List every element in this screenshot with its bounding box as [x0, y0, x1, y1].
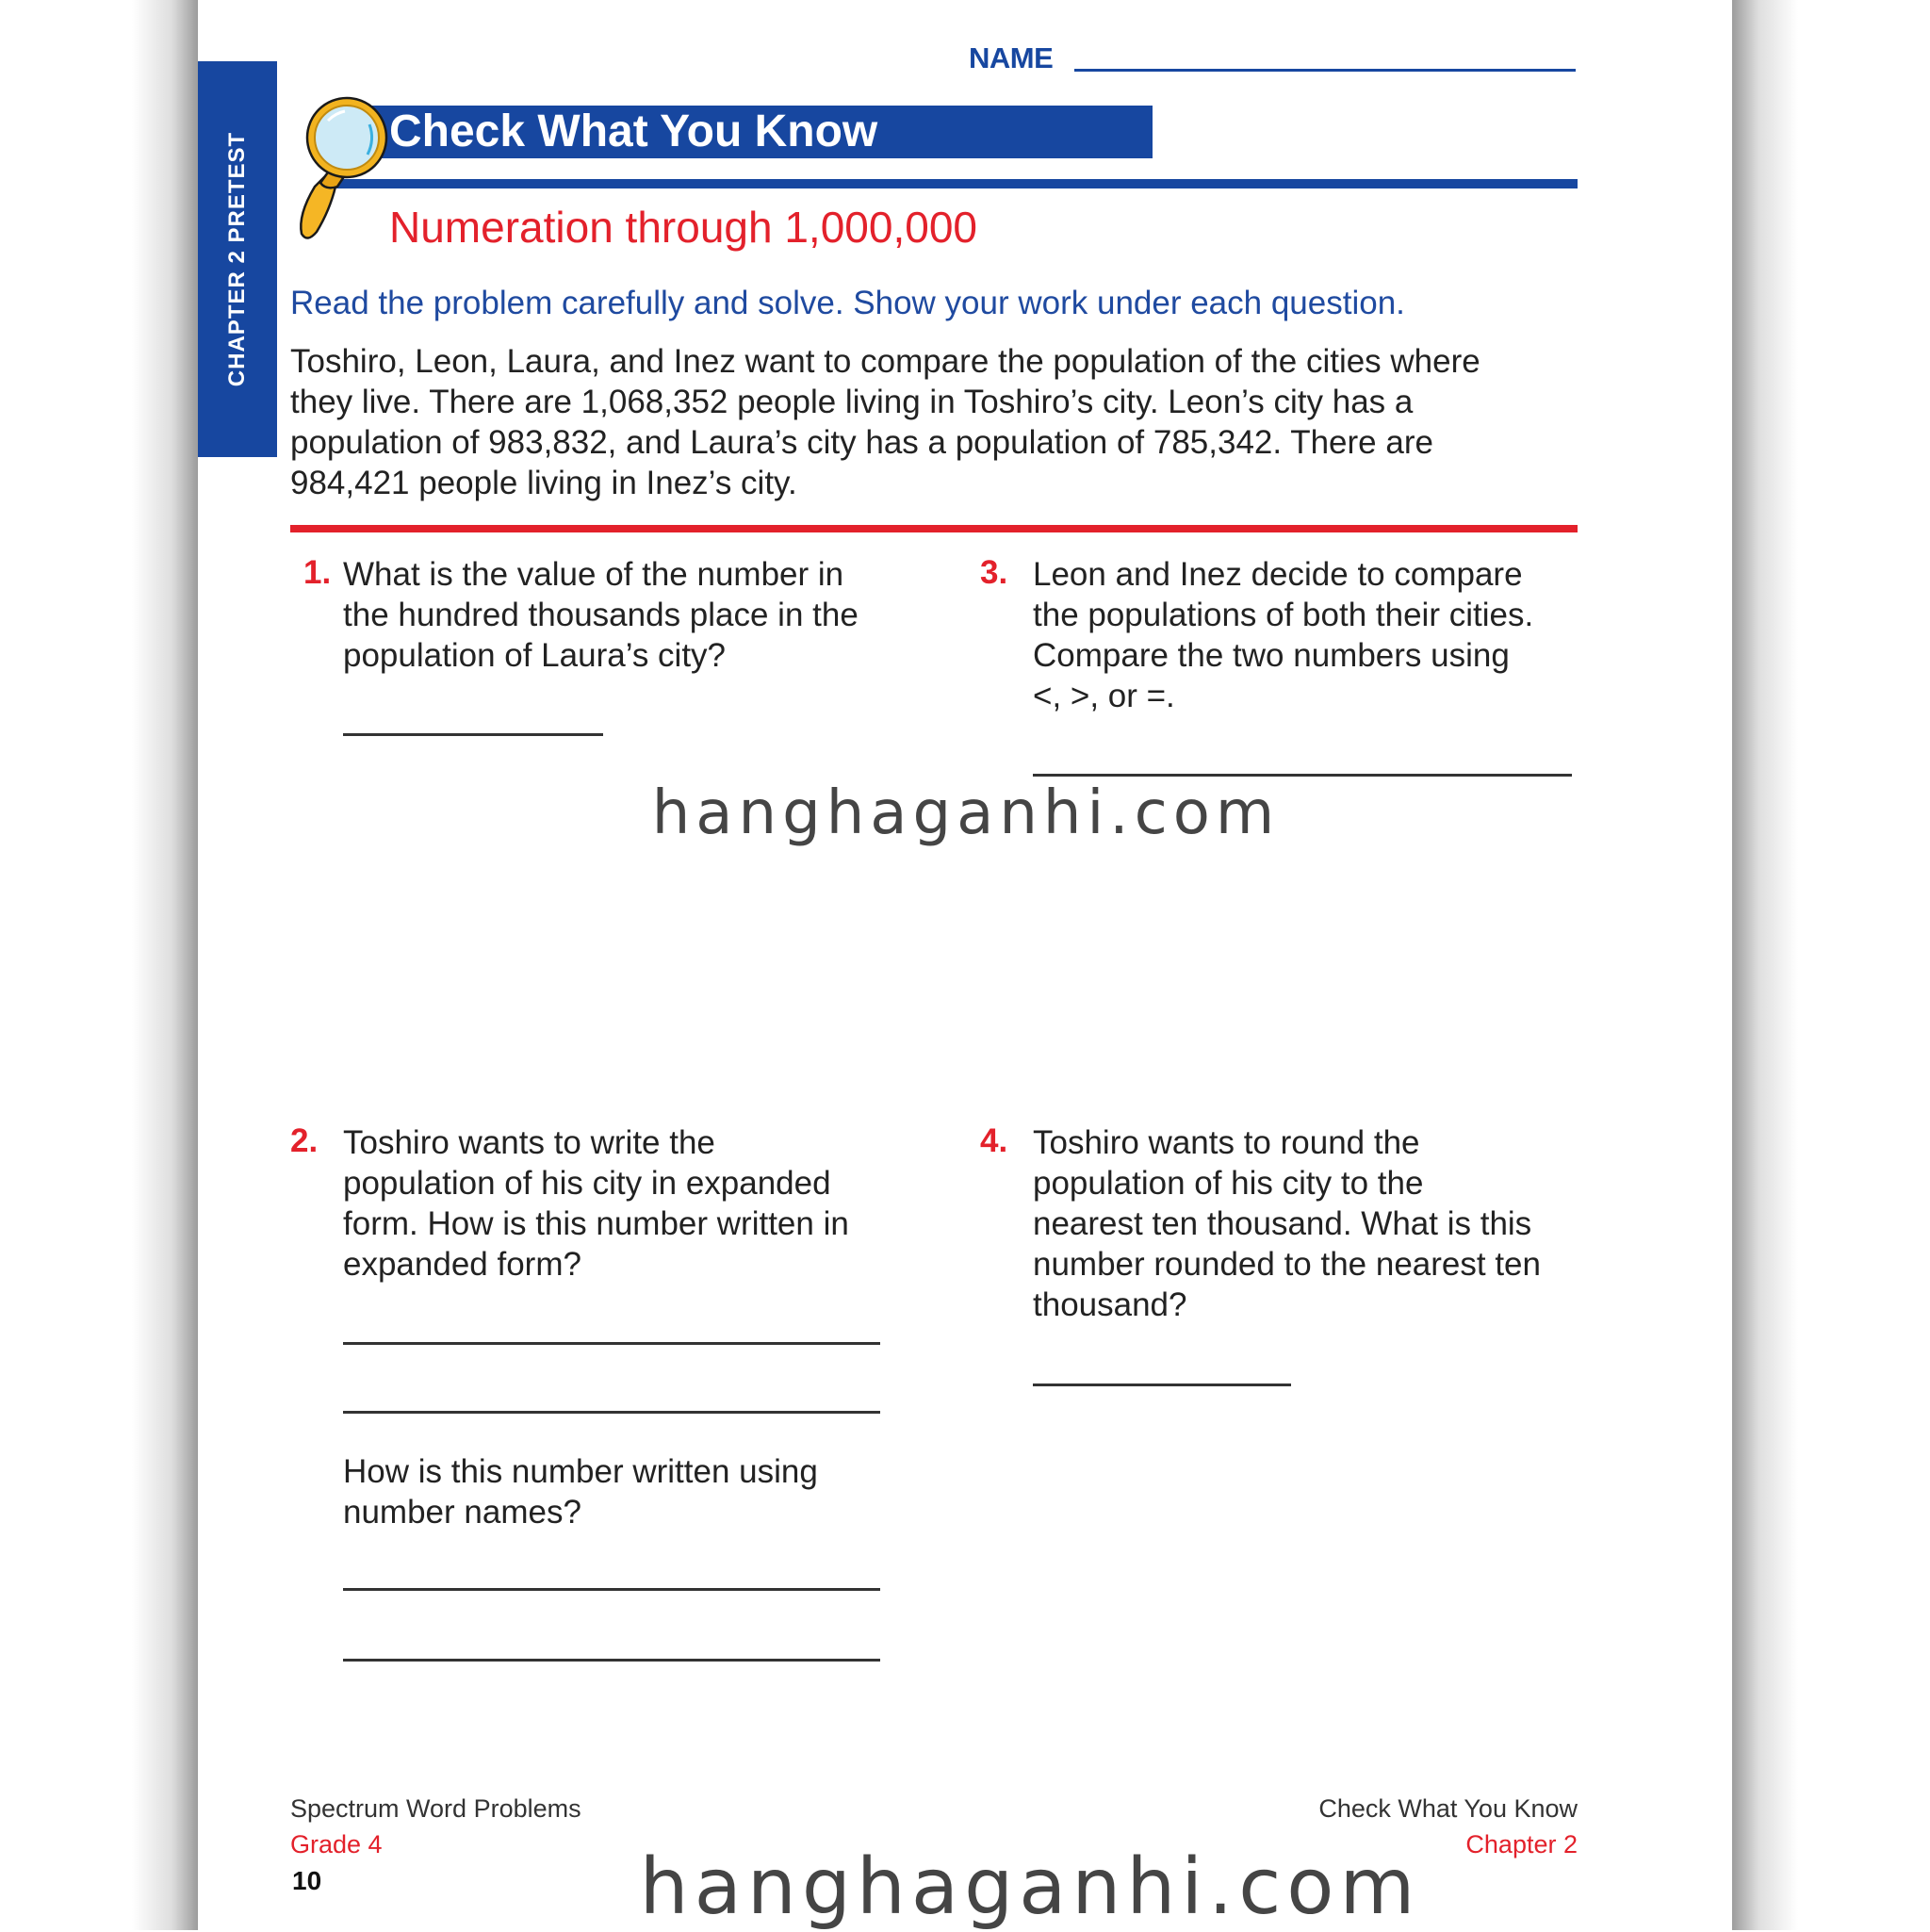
question-4-answer-line[interactable]: [1033, 1384, 1291, 1386]
worksheet-page: [198, 0, 1732, 1930]
page-shadow-right: [1732, 0, 1798, 1930]
question-line: nearest ten thousand. What is this: [1033, 1205, 1532, 1242]
question-line: number names?: [343, 1494, 581, 1531]
page-number: 10: [292, 1866, 322, 1895]
question-line: population of Laura’s city?: [343, 637, 727, 674]
question-line: the hundred thousands place in the: [343, 597, 859, 633]
name-label: NAME: [969, 41, 1054, 74]
question-2-answer-line-1[interactable]: [343, 1342, 880, 1345]
question-line: form. How is this number written in: [343, 1205, 849, 1242]
question-line: What is the value of the number in: [343, 556, 844, 593]
question-line: expanded form?: [343, 1246, 581, 1283]
question-4-number: 4.: [980, 1122, 1008, 1159]
question-2-answer-line-2[interactable]: [343, 1411, 880, 1414]
question-line: the populations of both their cities.: [1033, 597, 1534, 633]
watermark-text: hanghaganhi.com: [651, 778, 1281, 848]
question-4-text: [1033, 1122, 1541, 1325]
question-line: Compare the two numbers using: [1033, 637, 1510, 674]
question-line: Toshiro wants to write the: [343, 1124, 715, 1161]
paragraph-line: Toshiro, Leon, Laura, and Inez want to compare the population of the cities where: [290, 343, 1480, 380]
paragraph-line: they live. There are 1,068,352 people living in Toshiro’s city. Leon’s city has a: [290, 384, 1414, 420]
name-field[interactable]: [1074, 69, 1576, 72]
question-line: thousand?: [1033, 1286, 1187, 1323]
question-line: Leon and Inez decide to compare: [1033, 556, 1523, 593]
question-2-text: [343, 1122, 849, 1285]
footer-section-title: Check What You Know: [1318, 1794, 1578, 1823]
footer-grade: Grade 4: [290, 1830, 383, 1858]
instructions: Read the problem carefully and solve. Show your work under each question.: [290, 285, 1405, 321]
question-line: <, >, or =.: [1033, 678, 1175, 714]
question-line: Toshiro wants to round the: [1033, 1124, 1420, 1161]
page-shadow-left: [132, 0, 198, 1930]
question-1-text: [343, 554, 859, 676]
footer-book-title: Spectrum Word Problems: [290, 1794, 581, 1823]
page-title: Check What You Know: [389, 106, 878, 156]
section-subtitle: Numeration through 1,000,000: [389, 203, 977, 252]
question-line: number rounded to the nearest ten: [1033, 1246, 1541, 1283]
question-line: How is this number written using: [343, 1453, 818, 1490]
section-divider: [290, 525, 1578, 532]
watermark-text: hanghaganhi.com: [639, 1842, 1421, 1932]
chapter-side-tab: [198, 61, 277, 457]
question-line: population of his city to the: [1033, 1165, 1424, 1202]
question-2-number: 2.: [290, 1122, 319, 1159]
question-2-answer-line-3[interactable]: [343, 1588, 880, 1591]
question-1-number: 1.: [303, 554, 332, 591]
question-line: population of his city in expanded: [343, 1165, 831, 1202]
paragraph-line: 984,421 people living in Inez’s city.: [290, 465, 797, 501]
question-2-answer-line-4[interactable]: [343, 1659, 880, 1662]
question-3-number: 3.: [980, 554, 1008, 591]
question-3-text: [1033, 554, 1533, 716]
header-divider: [322, 179, 1578, 188]
footer-chapter: Chapter 2: [1465, 1830, 1578, 1858]
paragraph-line: population of 983,832, and Laura’s city has a population of 785,342. There are: [290, 424, 1433, 461]
question-1-answer-line[interactable]: [343, 733, 603, 736]
problem-paragraph: [290, 341, 1591, 503]
question-3-answer-line[interactable]: [1033, 774, 1572, 777]
magnifying-glass-icon: [288, 92, 401, 243]
question-2-followup-text: [343, 1451, 818, 1532]
chapter-side-tab-label: CHAPTER 2 PRETEST: [224, 131, 250, 387]
